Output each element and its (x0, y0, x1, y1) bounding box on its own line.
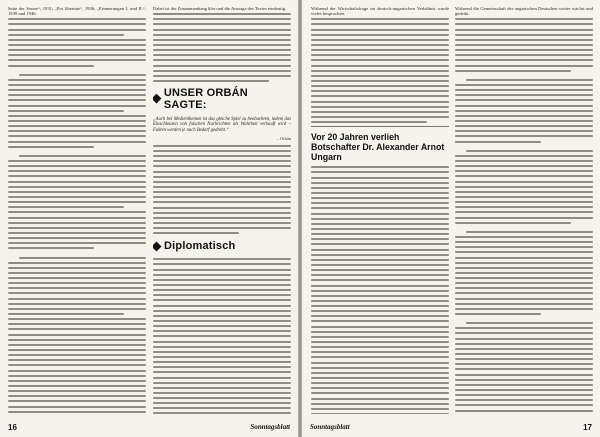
section-divider (311, 126, 449, 127)
right-col2-top-snippet: Während die Gemeinschaft der ungarischen Deutschen weiter wächst und gedeiht. (455, 6, 593, 17)
diamond-bullet-icon (153, 241, 161, 251)
sonntagsblatt-logo: Sonntagsblatt (250, 423, 290, 431)
unser-orban-heading-text: UNSER ORBÁN SAGTE: (163, 86, 248, 111)
right-page-column-1 (311, 6, 449, 414)
diplomatisch-heading (153, 240, 291, 252)
diamond-bullet-icon (153, 94, 161, 104)
right-page (302, 0, 600, 437)
left-page-column-2 (153, 6, 291, 414)
left-page (0, 0, 298, 437)
right-page-footer (302, 421, 600, 433)
right-page-number: 17 (583, 422, 592, 432)
orban-quote: „Auch bei Medienthemen ist das gleiche Spiel zu beobachten, indem das Einschleusen von falschen Nachrichten als Wahrheit verkauft wird – Fakten werden je nach Bedarf gedreht.“ (153, 116, 291, 133)
right-top-snippet: Während der Wirtschaftsfrage im deutsch-ungarischen Verhältnis wurde vieles besprochen. (311, 6, 449, 17)
article-title-line-1: Vor 20 Jahren verlieh (311, 132, 400, 143)
left-top-snippet: Seite der Sonne“, 1931; „Pro libertate“, 1936; „Erinnerungen I. und II.“, 1939 und 1946. (8, 6, 146, 17)
diplomatisch-heading-text: Diplomatisch (164, 240, 236, 253)
orban-quote-source: – Orbán (276, 135, 291, 141)
article-title-line-2: Botschafter Dr. Alexander Arnot Ungarn (311, 142, 445, 163)
left-page-column-1 (8, 6, 146, 414)
article-title (311, 132, 449, 162)
left-page-number: 16 (8, 422, 17, 432)
sonntagsblatt-logo: Sonntagsblatt (310, 423, 350, 431)
left-col2-top-snippet: Dabei ist der Zusammenhang klar und die Aussage des Textes eindeutig. (153, 6, 287, 11)
right-page-column-2 (455, 6, 593, 414)
left-page-footer (0, 421, 298, 433)
unser-orban-heading (153, 87, 291, 111)
